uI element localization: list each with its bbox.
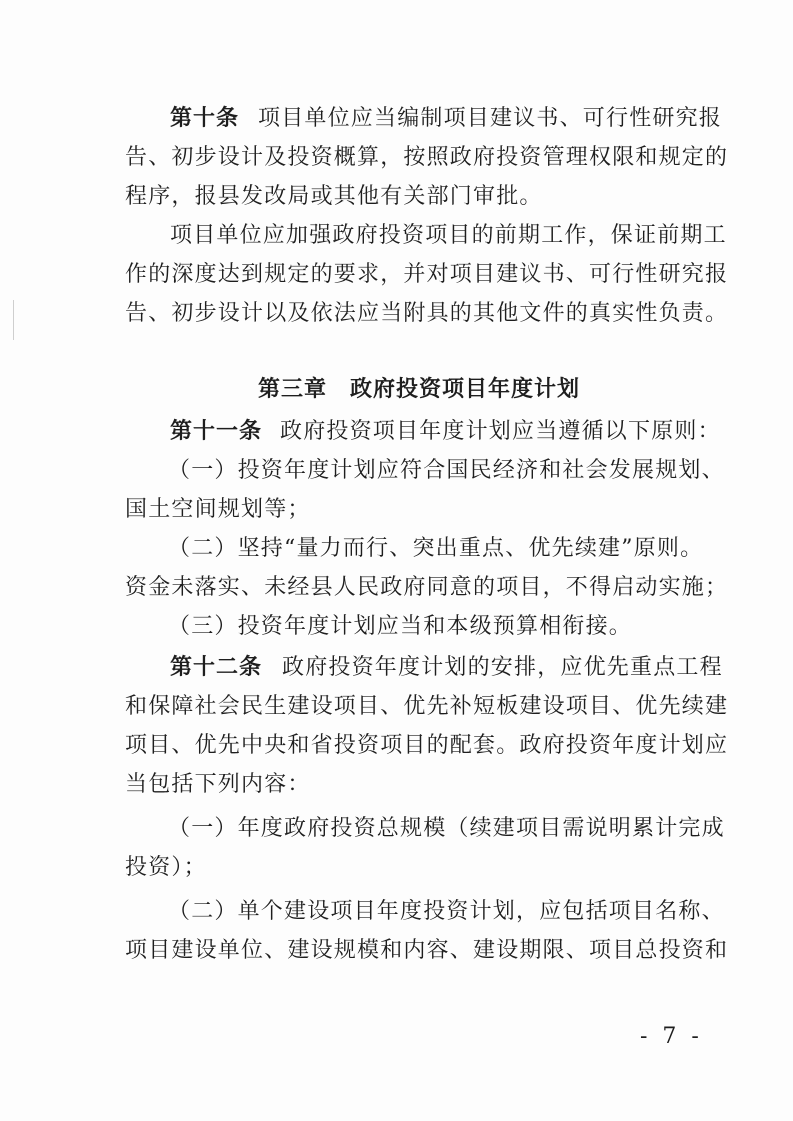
article-11-item-1-line-1 — [0, 456, 793, 486]
article-10-para2-line-2 — [0, 260, 793, 290]
article-12-item-2-line-2 — [0, 936, 793, 966]
article-12-line-3 — [0, 731, 793, 761]
article-10-text-1: 项目单位应当编制项目建议书、可行性研究报 — [258, 106, 723, 131]
article-10-para2-text-3: 告、初步设计以及依法应当附具的其他文件的真实性负责。 — [125, 301, 729, 326]
article-12-line-1 — [0, 653, 793, 683]
article-10-line-1 — [0, 104, 793, 134]
article-11-item-1-line-2 — [0, 495, 793, 525]
article-10-para2-text-1: 项目单位应加强政府投资项目的前期工作，保证前期工 — [170, 223, 727, 248]
article-10-label: 第十条 — [170, 106, 240, 131]
article-12-item-2-line-1 — [0, 897, 793, 927]
article-11-item-2-text-1: （二）坚持“量力而行、突出重点、优先续建”原则。 — [168, 536, 704, 561]
article-11-item-2-line-2 — [0, 573, 793, 603]
article-12-text-3: 项目、优先中央和省投资项目的配套。政府投资年度计划应 — [125, 733, 729, 758]
article-10-text-2: 告、初步设计及投资概算，按照政府投资管理权限和规定的 — [125, 145, 729, 170]
chapter-title: 第三章 政府投资项目年度计划 — [258, 377, 581, 402]
article-11-text-1: 政府投资项目年度计划应当遵循以下原则： — [280, 419, 721, 444]
article-12-item-1-text-2: 投资）； — [125, 855, 207, 880]
article-12-line-4 — [0, 770, 793, 800]
article-11-line-1 — [0, 417, 793, 447]
chapter-heading — [0, 375, 793, 405]
article-12-text-2: 和保障社会民生建设项目、优先补短板建设项目、优先续建 — [125, 694, 729, 719]
article-10-line-2 — [0, 143, 793, 173]
article-10-para2-text-2: 作的深度达到规定的要求，并对项目建议书、可行性研究报 — [125, 262, 729, 287]
article-12-text-4: 当包括下列内容： — [125, 772, 311, 797]
page-number: - 7 - — [640, 1024, 703, 1049]
article-12-item-1-text-1: （一）年度政府投资总规模（续建项目需说明累计完成 — [168, 816, 725, 841]
article-10-para2-line-3 — [0, 299, 793, 329]
article-12-item-2-text-1: （二）单个建设项目年度投资计划，应包括项目名称、 — [168, 899, 725, 924]
article-12-line-2 — [0, 692, 793, 722]
article-11-label: 第十一条 — [170, 419, 263, 444]
article-10-line-3 — [0, 182, 793, 212]
article-11-item-3-text-1: （三）投资年度计划应当和本级预算相衔接。 — [168, 614, 633, 639]
article-11-item-2-text-2: 资金未落实、未经县人民政府同意的项目，不得启动实施； — [125, 575, 729, 600]
article-11-item-1-text-2: 国土空间规划等； — [125, 497, 311, 522]
article-12-text-1: 政府投资年度计划的安排，应优先重点工程 — [282, 655, 723, 680]
article-12-item-2-text-2: 项目建设单位、建设规模和内容、建设期限、项目总投资和 — [125, 938, 729, 963]
article-12-item-1-line-2 — [0, 853, 793, 883]
article-11-item-1-text-1: （一）投资年度计划应符合国民经济和社会发展规划、 — [168, 458, 725, 483]
article-10-text-3: 程序，报县发改局或其他有关部门审批。 — [125, 184, 543, 209]
article-12-item-1-line-1 — [0, 814, 793, 844]
article-11-item-2-line-1 — [0, 534, 793, 564]
article-11-item-3-line-1 — [0, 612, 793, 642]
article-10-para2-line-1 — [0, 221, 793, 251]
article-12-label: 第十二条 — [170, 655, 263, 680]
